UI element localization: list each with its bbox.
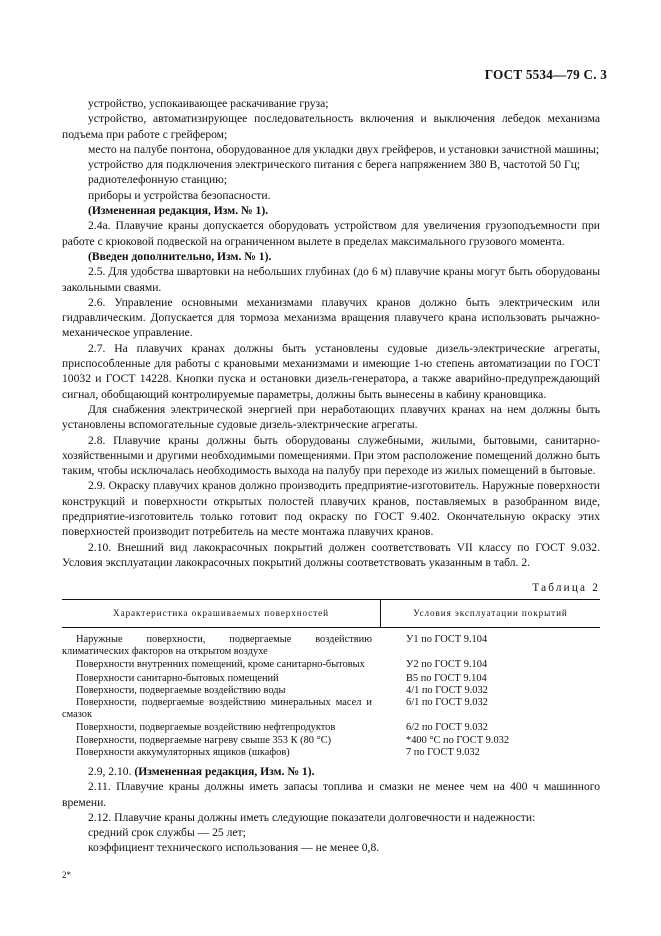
paragraph: 2.12. Плавучие краны должны иметь следующие показатели долговечности и надежности: [88,810,536,824]
paragraph: средний срок службы — 25 лет; [88,826,246,840]
post-table-text [62,764,600,856]
table-cell-surface: Поверхности, подвергаемые воздействию воды [76,684,286,696]
paragraph: коэффициент технического использования — не менее 0,8. [88,841,380,855]
table-cell-condition: 7 по ГОСТ 9.032 [406,746,480,758]
paragraph: 2.6. Управление основными механизмами плавучих кранов должно быть электрическим или гидравлическим. Допускается для тормоза механизма вращения плавучего крана использовать рычажно-механическое управление. [62,295,600,340]
table-cell-surface: Наружные поверхности, подвергаемые воздействию климатических факторов на открытом воздухе [62,634,372,658]
table-cell-condition: 6/2 по ГОСТ 9.032 [406,722,488,734]
paragraph: 2.10. Внешний вид лакокрасочных покрытий должен соответствовать VII классу по ГОСТ 9.032. Условия эксплуатации лакокрасочных покрытий должны соответствовать указанным в табл. 2. [62,540,600,569]
table-header [62,599,600,628]
table-row [62,634,600,658]
table-cell-condition: *400 °С по ГОСТ 9.032 [406,734,510,746]
page-footer-mark: 2* [62,870,71,880]
paragraph: 2.9. Окраску плавучих кранов должно производить предприятие-изготовитель. Наружные поверхности конструкций и поверхности открытых полостей плавучих кранов, поставляемых в разобранном виде, предприятие-изготовитель только готовит под окраску по ГОСТ 9.402. Окончательную окраску этих поверхностей производит потребитель на месте монтажа плавучих кранов. [62,479,600,539]
table-cell-surface: Поверхности санитарно-бытовых помещений [76,672,279,684]
paragraph: устройство для подключения электрического питания с берега напряжением 380 В, частотой 50 Гц; [88,158,581,172]
table-cell-surface: Поверхности внутренних помещений, кроме санитарно-бытовых [76,659,365,671]
table-row [62,685,600,697]
table-row [62,697,600,721]
paragraph: 2.5. Для удобства швартовки на небольших глубинах (до 6 м) плавучие краны могут быть оборудованы закольными сваями. [62,265,600,294]
amendment-note: (Измененная редакция, Изм. № 1). [134,765,315,778]
amendment-note: (Введен дополнительно, Изм. № 1). [88,249,272,263]
table-cell-condition: 4/1 по ГОСТ 9.032 [406,684,488,696]
table-2 [62,599,600,759]
column-header-surface: Характеристика окрашиваемых поверхностей [62,600,381,627]
table-cell-surface: Поверхности, подвергаемые воздействию минеральных масел и смазок [62,697,372,721]
table-cell-surface: Поверхности, подвергаемые нагреву свыше 353 К (80 °С) [76,734,332,746]
amendment-note: (Измененная редакция, Изм. № 1). [88,204,269,218]
paragraph: устройство, автоматизирующее последовательность включения и выключения лебедок механизма подъема при работе с грейфером; [62,112,600,141]
paragraph: 2.7. На плавучих кранах должны быть установлены судовые дизель-электрические агрегаты, приспособленные для работы с крановыми механизмами и имеющие 1-ю степень автоматизации по ГОСТ 10032 и ГОСТ 14228. Кнопки пуска и остановки дизель-генератора, а также аварийно-предупреждающий сигнал, обобщающий контролируемые параметры, должны быть вынесены в кабину крановщика. [62,341,600,401]
table-cell-condition: В5 по ГОСТ 9.104 [406,672,487,684]
paragraph: радиотелефонную станцию; [88,173,228,187]
table-row [62,722,600,734]
paragraph: 2.11. Плавучие краны должны иметь запасы топлива и смазки не менее чем на 400 ч машинного времени. [62,780,600,809]
paragraph: 2.4а. Плавучие краны допускается оборудовать устройством для увеличения грузоподъемности при работе с крюковой подвеской на ограниченном вылете в пределах максимального грузового момента. [62,219,600,248]
amendment-line [62,764,600,779]
column-header-conditions: Условия эксплуатации покрытий [413,608,568,619]
paragraph: устройство, успокаивающее раскачивание груза; [88,97,329,110]
paragraph: место на палубе понтона, оборудованное для укладки двух грейферов, и установки зачистной машины; [88,142,600,156]
table-row [62,673,600,685]
table-cell-surface: Поверхности аккумуляторных ящиков (шкафов) [76,746,290,758]
page-header: ГОСТ 5534—79 С. 3 [484,67,607,82]
table-row [62,735,600,747]
amendment-ref: 2.9, 2.10. [88,765,135,778]
table-row [62,747,600,759]
paragraph: 2.8. Плавучие краны должны быть оборудованы служебными, жилыми, бытовыми, санитарно-хозяйственными и другими необходимыми помещениями. При этом расположение помещений должно быть таким, чтобы исключалась необходимость выхода на палубу при переходе из жилых помещений в бытовые. [62,433,600,478]
table-cell-condition: У2 по ГОСТ 9.104 [406,659,488,671]
table-cell-surface: Поверхности, подвергаемые воздействию нефтепродуктов [76,722,336,734]
table-caption: Таблица 2 [532,582,600,594]
paragraph: приборы и устройства безопасности. [88,188,271,202]
body-text [62,96,600,570]
table-cell-condition: У1 по ГОСТ 9.104 [406,634,488,645]
paragraph: Для снабжения электрической энергией при неработающих плавучих кранах на нем должны быть установлены вспомогательные судовые дизель-электрические агрегаты. [62,402,600,432]
table-body [62,628,600,759]
table-row [62,659,600,671]
table-cell-condition: 6/1 по ГОСТ 9.032 [406,697,488,709]
